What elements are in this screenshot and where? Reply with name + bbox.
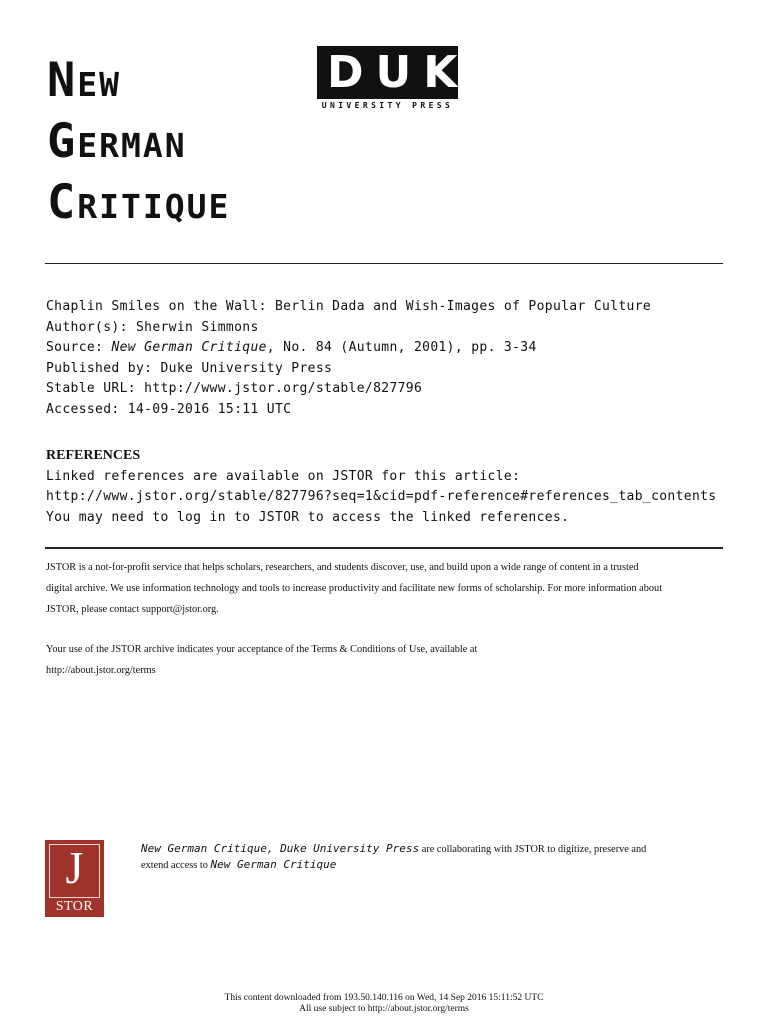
masthead-line-2: German	[47, 114, 187, 169]
author-line	[46, 318, 651, 339]
accessed-date: 14-09-2016 15:11 UTC	[127, 401, 292, 417]
collaboration-partners: New German Critique, Duke University Press	[141, 842, 420, 855]
references-link[interactable]: http://www.jstor.org/stable/827796?seq=1&cid=pdf-reference#references_tab_contents	[46, 489, 717, 504]
footer-download-line: This content downloaded from 193.50.140.116 on Wed, 14 Sep 2016 15:11:52 UTC	[224, 993, 544, 1003]
stable-url-label: Stable URL:	[46, 381, 136, 396]
duke-university-press-logo	[317, 46, 512, 110]
jstor-info-line-3: JSTOR, please contact support@jstor.org.	[46, 604, 219, 615]
jstor-logo-word: STOR	[55, 899, 94, 914]
references-heading: REFERENCES	[46, 448, 141, 463]
jstor-info-line-1: JSTOR is a not-for-profit service that helps scholars, researchers, and students discover, use, and build upon a wide range of content in a trusted	[46, 562, 639, 573]
publisher-line	[46, 359, 651, 380]
masthead-line-3: Critique	[47, 175, 231, 230]
author-name: Sherwin Simmons	[135, 319, 259, 335]
stable-url-link[interactable]: http://www.jstor.org/stable/827796	[144, 381, 423, 396]
publisher-label: Published by:	[46, 360, 153, 376]
references-note: Linked references are available on JSTOR for this article:	[46, 468, 521, 484]
collaboration-line-2	[141, 857, 731, 873]
source-detail: , No. 84 (Autumn, 2001), pp. 3-34	[266, 340, 537, 355]
collaboration-notice	[141, 841, 731, 873]
collaboration-text-1: are collaborating with JSTOR to digitize, preserve and	[419, 844, 647, 855]
download-footer	[0, 993, 768, 1015]
jstor-info-line-2: digital archive. We use information technology and tools to increase productivity and facilitate new forms of scholarship. For more information about	[46, 583, 663, 594]
footer-terms-line: All use subject to http://about.jstor.org/terms	[299, 1004, 469, 1014]
collaboration-text-2: extend access to	[141, 860, 211, 871]
terms-notice: Your use of the JSTOR archive indicates your acceptance of the Terms & Conditions of Use, available at	[46, 644, 478, 655]
jstor-logo-letter: J	[65, 842, 84, 893]
source-label: Source:	[46, 340, 104, 355]
journal-masthead	[47, 50, 230, 233]
jstor-logo	[45, 840, 104, 917]
header-divider	[45, 263, 723, 264]
source-journal: New German Critique	[111, 340, 267, 355]
section-divider	[45, 547, 723, 549]
masthead-line-1: New	[47, 53, 122, 108]
jstor-info	[46, 557, 726, 681]
accessed-line	[46, 400, 651, 421]
references-section	[46, 446, 717, 528]
references-login-note: You may need to log in to JSTOR to access the linked references.	[46, 509, 570, 525]
stable-url-line	[46, 379, 651, 400]
collaboration-line-1	[141, 841, 731, 857]
terms-link[interactable]: http://about.jstor.org/terms	[46, 665, 156, 676]
article-title: Chaplin Smiles on the Wall: Berlin Dada and Wish-Images of Popular Culture	[46, 299, 652, 314]
duke-logo-word: DUKE	[317, 46, 458, 99]
duke-logo-subline: UNIVERSITY PRESS	[321, 101, 454, 110]
author-label: Author(s):	[46, 319, 128, 335]
source-line	[46, 338, 651, 359]
publisher-name: Duke University Press	[160, 360, 333, 376]
citation-block	[46, 297, 651, 420]
accessed-label: Accessed:	[46, 401, 120, 417]
collaboration-journal: New German Critique	[210, 858, 337, 871]
